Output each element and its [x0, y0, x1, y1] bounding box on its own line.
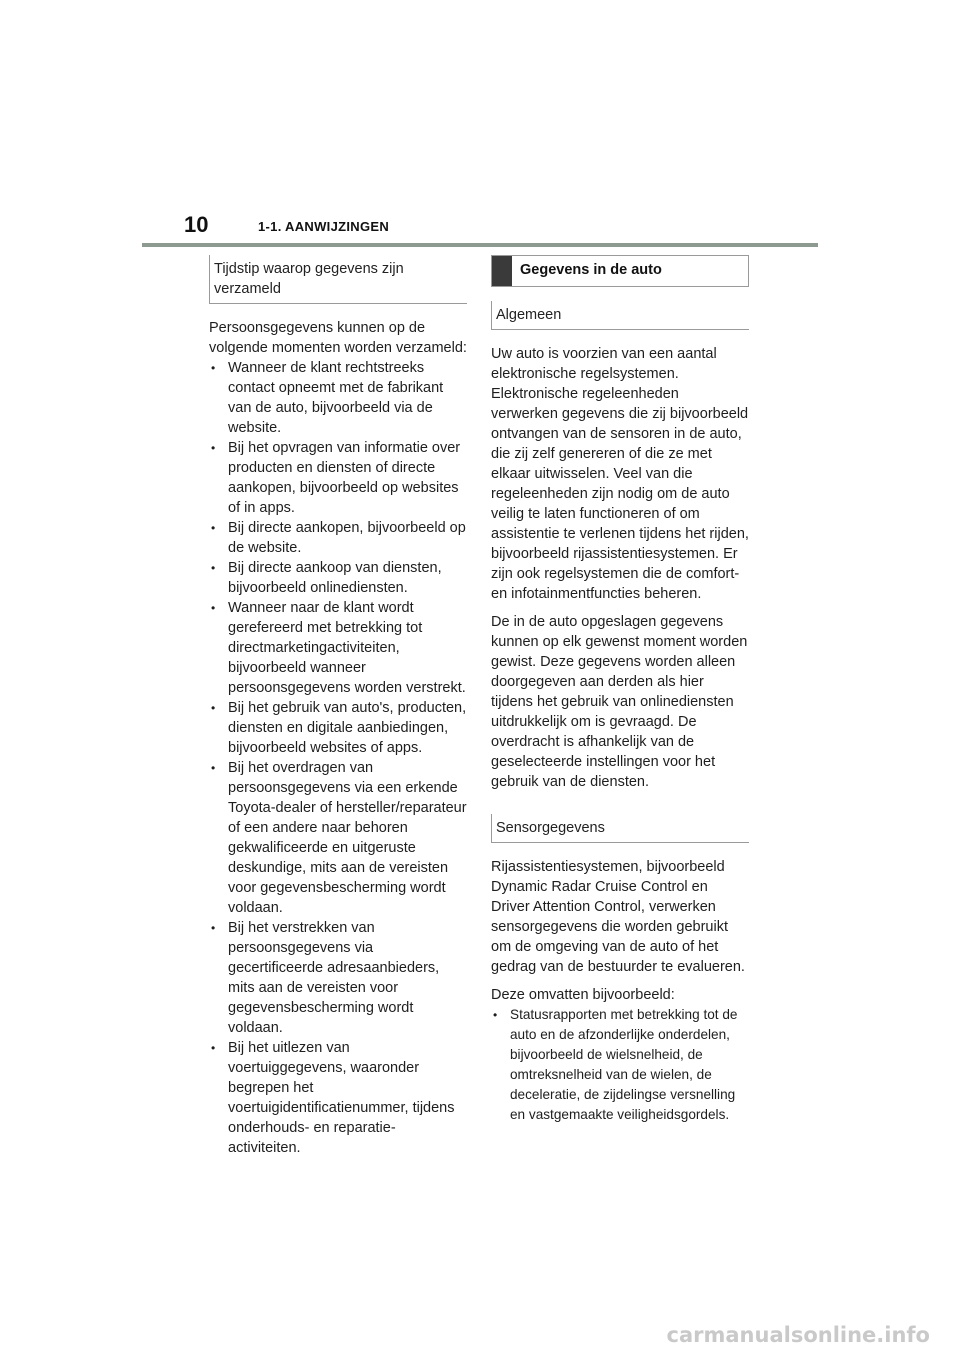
list-item: • Bij directe aankopen, bijvoorbeeld op de website.: [209, 518, 467, 558]
page-number: 10: [184, 212, 209, 237]
list-item: • Bij het overdragen van persoonsgegevens via een erkende Toyota-dealer of hersteller/reparateur of een andere naar behoren gekwalificeerde en uitgeruste deskundige, mits aan de vereisten voor gegevensbescherming wordt voldaan.: [209, 758, 467, 918]
left-column: [209, 255, 467, 1158]
list-item: • Bij het opvragen van informatie over producten en diensten of directe aankopen, bijvoorbeeld op websites of in apps.: [209, 438, 467, 518]
sensor-paragraph-2: Deze omvatten bijvoorbeeld:: [491, 987, 675, 1003]
right-column: [491, 255, 749, 1125]
list-item: • Wanneer de klant rechtstreeks contact opneemt met de fabrikant van de auto, bijvoorbeeld via de website.: [209, 358, 467, 438]
subheading-collection-time: Tijdstip waarop gegevens zijn verzameld: [209, 255, 467, 304]
section-heading-vehicle-data: [491, 255, 749, 287]
intro-paragraph: Persoonsgegevens kunnen op de volgende momenten worden verzameld:: [209, 320, 467, 356]
general-paragraph-1: Uw auto is voorzien van een aantal elektronische regelsystemen. Elektronische regeleenheden verwerken gegevens die zij bijvoorbeeld ontvangen van de sensoren in de auto, die zij zelf genereren of die ze met elkaar uitwisselen. Veel van die regeleenheden zijn nodig om de auto veilig te laten functioneren of om assistentie te verlenen tijdens het rijden, bijvoorbeeld rijassistentiesystemen. Er zijn ook regelsystemen die de comfort- en infotainmentfuncties beheren.: [491, 346, 749, 602]
subheading-sensor-data: Sensorgegevens: [491, 814, 749, 843]
sensor-paragraph-1: Rijassistentiesystemen, bijvoorbeeld Dynamic Radar Cruise Control en Driver Attention Control, verwerken sensorgegevens die worden gebruikt om de omgeving van de auto of het gedrag van de bestuurder te evalueren.: [491, 859, 745, 975]
sensor-data-list: [491, 1005, 749, 1125]
general-paragraph-2: De in de auto opgeslagen gegevens kunnen op elk gewenst moment worden gewist. Deze gegevens worden alleen doorgegeven aan derden als hier tijdens het gebruik van onlinediensten uitdrukkelijk om is gevraagd. De overdracht is afhankelijk van de geselecteerde instellingen voor het gebruik van de diensten.: [491, 614, 748, 790]
list-item: • Bij het verstrekken van persoonsgegevens via gecertificeerde adresaanbieders, mits aan de vereisten voor gegevensbescherming wordt voldaan.: [209, 918, 467, 1038]
list-item: • Statusrapporten met betrekking tot de auto en de afzonderlijke onderdelen, bijvoorbeeld de wielsnelheid, de omtreksnelheid van de wielen, de deceleratie, de zijdelingse versnelling en vastgemaakte veiligheidsgordels.: [491, 1005, 749, 1125]
list-item: • Bij het uitlezen van voertuiggegevens, waaronder begrepen het voertuigidentificatienummer, tijdens onderhouds- en reparatie-activiteiten.: [209, 1038, 467, 1158]
heading-marker: [492, 256, 512, 286]
section-heading-label: Gegevens in de auto: [520, 262, 662, 278]
header-rule: [142, 243, 818, 247]
list-item: • Wanneer naar de klant wordt gerefereerd met betrekking tot directmarketingactiviteiten, bijvoorbeeld wanneer persoonsgegevens worden verstrekt.: [209, 598, 467, 698]
subheading-general: Algemeen: [491, 301, 749, 330]
collection-moments-list: [209, 358, 467, 1158]
list-item: • Bij directe aankoop van diensten, bijvoorbeeld onlinediensten.: [209, 558, 467, 598]
watermark: carmanualsonline.info: [666, 1323, 930, 1347]
section-title: 1-1. AANWIJZINGEN: [258, 219, 390, 234]
list-item: • Bij het gebruik van auto's, producten, diensten en digitale aanbiedingen, bijvoorbeeld websites of apps.: [209, 698, 467, 758]
